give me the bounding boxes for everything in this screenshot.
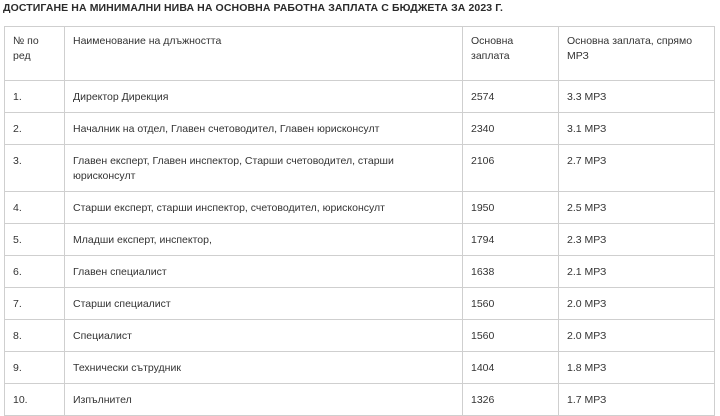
row-number: 8. — [5, 320, 65, 352]
header-position: Наименование на длъжността — [65, 27, 463, 81]
row-number: 1. — [5, 81, 65, 113]
table-row — [5, 145, 715, 192]
row-ratio: 1.7 МРЗ — [559, 384, 715, 416]
page-heading: ДОСТИГАНЕ НА МИНИМАЛНИ НИВА НА ОСНОВНА РАБОТНА ЗАПЛАТА С БЮДЖЕТА ЗА 2023 Г. — [3, 2, 503, 14]
row-ratio: 2.5 МРЗ — [559, 192, 715, 224]
table-row — [5, 256, 715, 288]
table-header-row — [5, 27, 715, 81]
table-row — [5, 192, 715, 224]
header-number: № по ред — [5, 27, 65, 81]
row-ratio: 2.0 МРЗ — [559, 288, 715, 320]
row-ratio: 2.7 МРЗ — [559, 145, 715, 192]
row-number: 10. — [5, 384, 65, 416]
row-position: Главен експерт, Главен инспектор, Старши счетоводител, старши юрисконсулт — [65, 145, 463, 192]
header-ratio: Основна заплата, спрямо МРЗ — [559, 27, 715, 81]
row-salary: 1560 — [463, 288, 559, 320]
row-salary: 1404 — [463, 352, 559, 384]
row-ratio: 2.3 МРЗ — [559, 224, 715, 256]
row-ratio: 3.3 МРЗ — [559, 81, 715, 113]
row-number: 6. — [5, 256, 65, 288]
table-row — [5, 113, 715, 145]
table-row — [5, 288, 715, 320]
table-row — [5, 352, 715, 384]
row-position: Технически сътрудник — [65, 352, 463, 384]
row-salary: 1638 — [463, 256, 559, 288]
row-position: Младши експерт, инспектор, — [65, 224, 463, 256]
row-salary: 1560 — [463, 320, 559, 352]
row-position: Началник на отдел, Главен счетоводител, Главен юрисконсулт — [65, 113, 463, 145]
row-salary: 1794 — [463, 224, 559, 256]
row-salary: 2340 — [463, 113, 559, 145]
row-position: Главен специалист — [65, 256, 463, 288]
table-row — [5, 384, 715, 416]
row-number: 5. — [5, 224, 65, 256]
table-row — [5, 320, 715, 352]
row-position: Директор Дирекция — [65, 81, 463, 113]
table-row — [5, 224, 715, 256]
row-position: Специалист — [65, 320, 463, 352]
row-number: 2. — [5, 113, 65, 145]
row-position: Старши специалист — [65, 288, 463, 320]
row-number: 4. — [5, 192, 65, 224]
row-position: Старши експерт, старши инспектор, счетоводител, юрисконсулт — [65, 192, 463, 224]
header-salary: Основна заплата — [463, 27, 559, 81]
row-ratio: 1.8 МРЗ — [559, 352, 715, 384]
row-ratio: 2.0 МРЗ — [559, 320, 715, 352]
row-number: 9. — [5, 352, 65, 384]
salary-table — [4, 26, 715, 416]
row-ratio: 2.1 МРЗ — [559, 256, 715, 288]
table-row — [5, 81, 715, 113]
row-number: 3. — [5, 145, 65, 192]
row-position: Изпълнител — [65, 384, 463, 416]
row-number: 7. — [5, 288, 65, 320]
row-ratio: 3.1 МРЗ — [559, 113, 715, 145]
row-salary: 1326 — [463, 384, 559, 416]
row-salary: 2574 — [463, 81, 559, 113]
row-salary: 1950 — [463, 192, 559, 224]
row-salary: 2106 — [463, 145, 559, 192]
